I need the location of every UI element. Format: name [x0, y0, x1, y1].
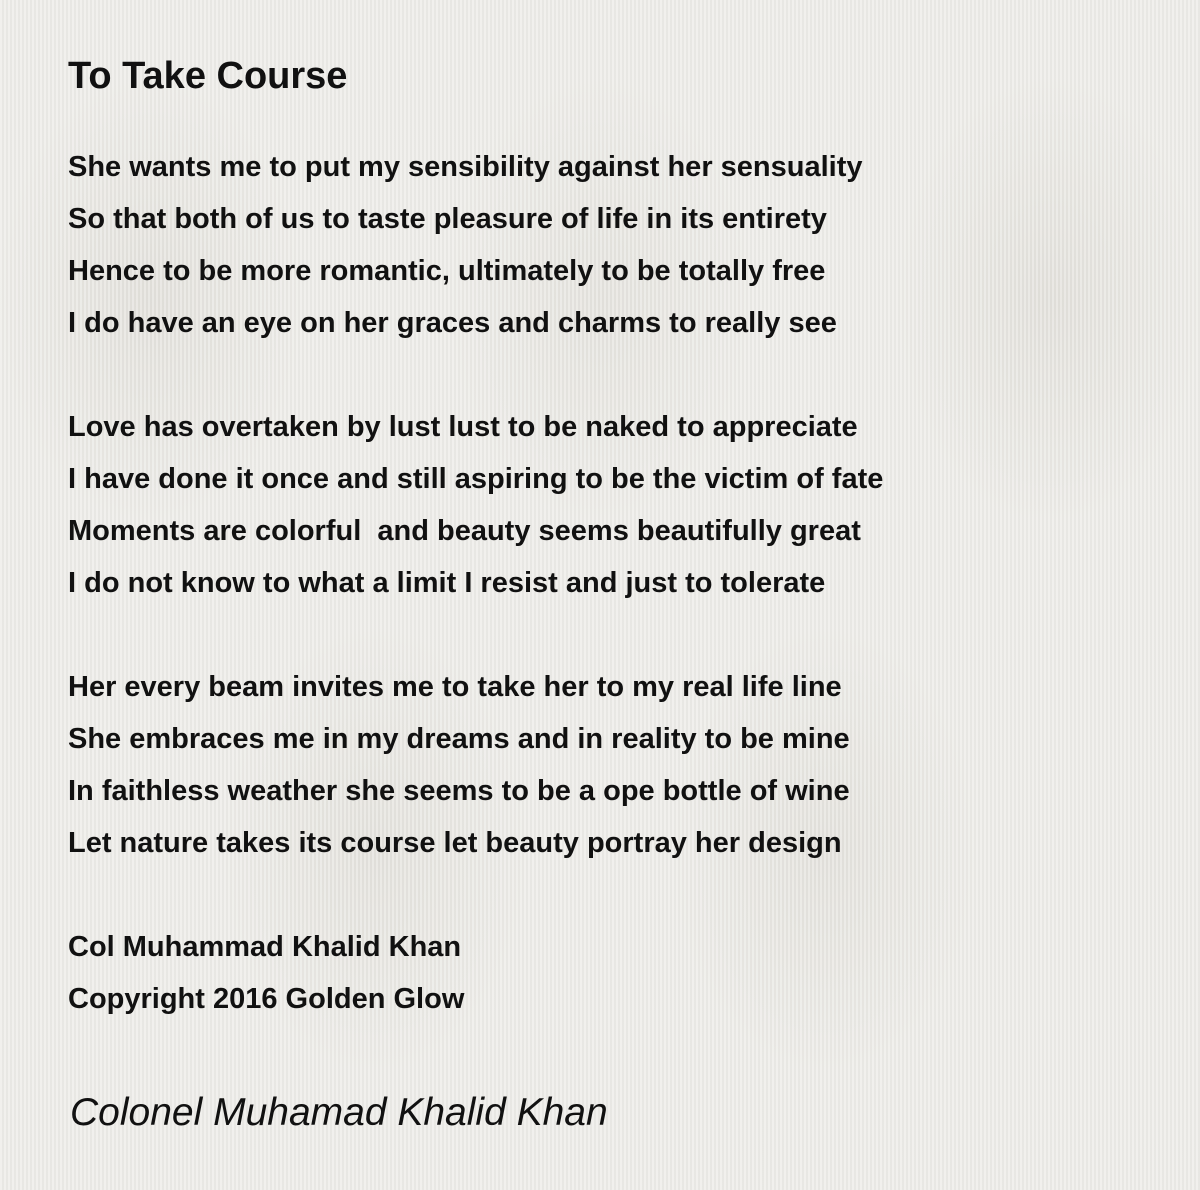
poem-line: She embraces me in my dreams and in reality to be mine: [68, 723, 850, 755]
poem-line: Love has overtaken by lust lust to be naked to appreciate: [68, 411, 858, 443]
poem-line: I have done it once and still aspiring to be the victim of fate: [68, 463, 884, 495]
poem-line: I do have an eye on her graces and charms to really see: [68, 307, 837, 339]
stanza-2: [68, 401, 1148, 609]
stanza-1: [68, 141, 1148, 349]
poem-line: Her every beam invites me to take her to my real life line: [68, 671, 842, 703]
poem-line: I do not know to what a limit I resist and just to tolerate: [68, 567, 826, 599]
author-name: Col Muhammad Khalid Khan: [68, 931, 462, 963]
copyright-notice: Copyright 2016 Golden Glow: [68, 983, 465, 1015]
poem-line: She wants me to put my sensibility against her sensuality: [68, 151, 863, 183]
poet-signature: Colonel Muhamad Khalid Khan: [70, 1091, 608, 1134]
poem-title: To Take Course: [68, 55, 348, 97]
poem-line: In faithless weather she seems to be a ope bottle of wine: [68, 775, 850, 807]
poem-credit: [68, 921, 1148, 1025]
poem-line: Moments are colorful and beauty seems beautifully great: [68, 515, 861, 547]
poem-line: Let nature takes its course let beauty portray her design: [68, 827, 842, 859]
stanza-3: [68, 661, 1148, 869]
poem-line: So that both of us to taste pleasure of life in its entirety: [68, 203, 827, 235]
poem-line: Hence to be more romantic, ultimately to be totally free: [68, 255, 826, 287]
poem-card: [68, 52, 1148, 1025]
